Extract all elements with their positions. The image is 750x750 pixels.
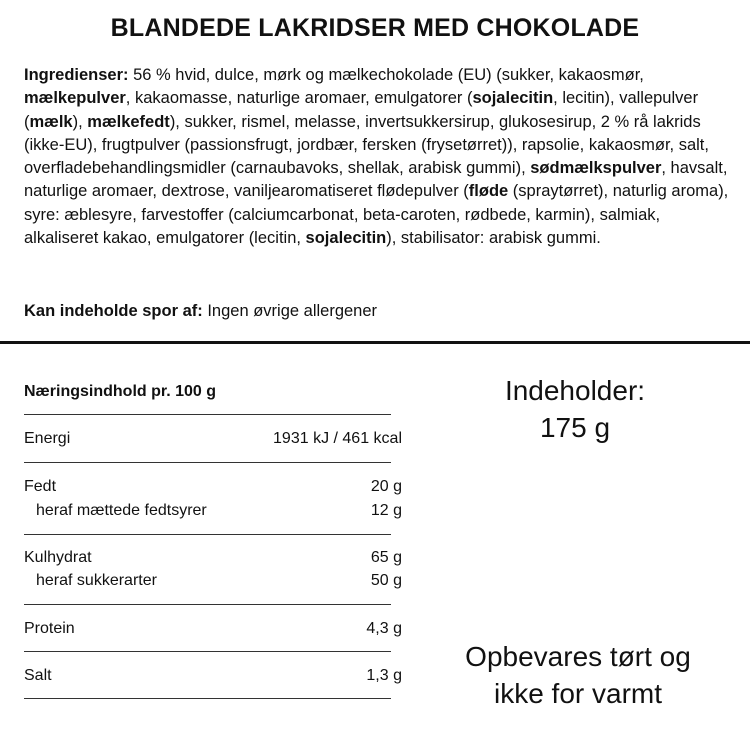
ingredients-segment: , kakaomasse, naturlige aromaer, emulgatorer (: [125, 89, 473, 108]
ingredients-segment: ),: [72, 112, 88, 131]
table-divider: [24, 534, 391, 535]
allergen-highlight: mælkefedt: [87, 112, 170, 131]
ingredients-segment: 56 % hvid, dulce, mørk og mælkechokolade (EU) (sukker, kakaosmør,: [128, 66, 644, 84]
product-title: BLANDEDE LAKRIDSER MED CHOKOLADE: [110, 14, 640, 42]
allergen-value: Ingen øvrige allergener: [202, 302, 378, 320]
allergen-notice: [24, 300, 729, 323]
allergen-highlight: sødmælkspulver: [530, 159, 662, 178]
nutrient-value: 50 g: [370, 572, 402, 589]
ingredients-text: [24, 64, 729, 250]
net-contents-label: Indeholder:: [504, 375, 646, 406]
nutrient-label: Kulhydrat: [24, 549, 92, 566]
ingredients-segment: ), sukker, rismel, melasse, invertsukkersirup, glukosesirup, 2 % rå lakrids (ikke-EU), frugtpulver (passionsfrugt, jordbær, fersken (frysetørret)), rapsolie, kakaosmør, salt, overfladebehandlingsmidler (carnaubavoks, shellak, arabisk gummi),: [24, 112, 709, 178]
allergen-label: Kan indeholde spor af:: [24, 302, 203, 320]
nutrient-sublabel: heraf mættede fedtsyrer: [36, 502, 207, 519]
table-divider: [24, 651, 391, 652]
net-contents: [470, 372, 680, 446]
net-contents-amount: 175 g: [539, 412, 611, 443]
nutrition-heading: Næringsindhold pr. 100 g: [24, 383, 217, 400]
table-row: [24, 665, 402, 687]
nutrient-label: Salt: [24, 667, 52, 684]
ingredients-segment: , havsalt, naturlige aromaer, dextrose, vaniljearomatiseret flødepulver (: [24, 159, 728, 201]
nutrient-value: 1931 kJ / 461 kcal: [273, 430, 402, 447]
table-divider: [24, 604, 391, 605]
nutrition-table: [24, 380, 404, 684]
nutrient-label: Fedt: [24, 478, 57, 495]
storage-line: ikke for varmt: [493, 678, 663, 709]
table-row: [24, 547, 402, 569]
nutrient-label: Protein: [24, 620, 75, 637]
nutrient-sublabel: heraf sukkerarter: [36, 572, 157, 589]
ingredients-segment: , lecitin), vallepulver (: [24, 89, 699, 131]
ingredients-segment: ), stabilisator: arabisk gummi.: [386, 229, 601, 248]
storage-instructions: [440, 638, 716, 712]
allergen-highlight: mælkepulver: [24, 89, 126, 108]
nutrient-label: Energi: [24, 430, 71, 447]
allergen-highlight: sojalecitin: [472, 89, 554, 108]
table-row: [24, 500, 402, 522]
nutrient-value: 1,3 g: [366, 667, 402, 684]
table-divider: [24, 462, 391, 463]
nutrient-value: 65 g: [370, 549, 402, 566]
allergen-highlight: mælk: [29, 112, 73, 131]
table-row: [24, 428, 402, 450]
nutrient-value: 4,3 g: [366, 620, 402, 637]
nutrient-value: 20 g: [370, 478, 402, 495]
ingredients-label: Ingredienser:: [24, 66, 129, 84]
table-row: [24, 476, 402, 498]
storage-line: Opbevares tørt og: [465, 641, 691, 672]
table-divider: [24, 698, 391, 699]
allergen-highlight: sojalecitin: [305, 229, 387, 248]
table-row: [24, 570, 402, 592]
section-divider: [0, 341, 750, 344]
nutrient-value: 12 g: [370, 502, 402, 519]
ingredients-segment: (spraytørret), naturlig aroma), syre: æblesyre, farvestoffer (calciumcarbonat, beta-caroten, rødbede, karmin), salmiak, alkaliseret kakao, emulgatorer (lecitin,: [24, 182, 729, 248]
allergen-highlight: fløde: [468, 182, 509, 201]
table-row: [24, 618, 402, 640]
table-divider: [24, 414, 391, 415]
